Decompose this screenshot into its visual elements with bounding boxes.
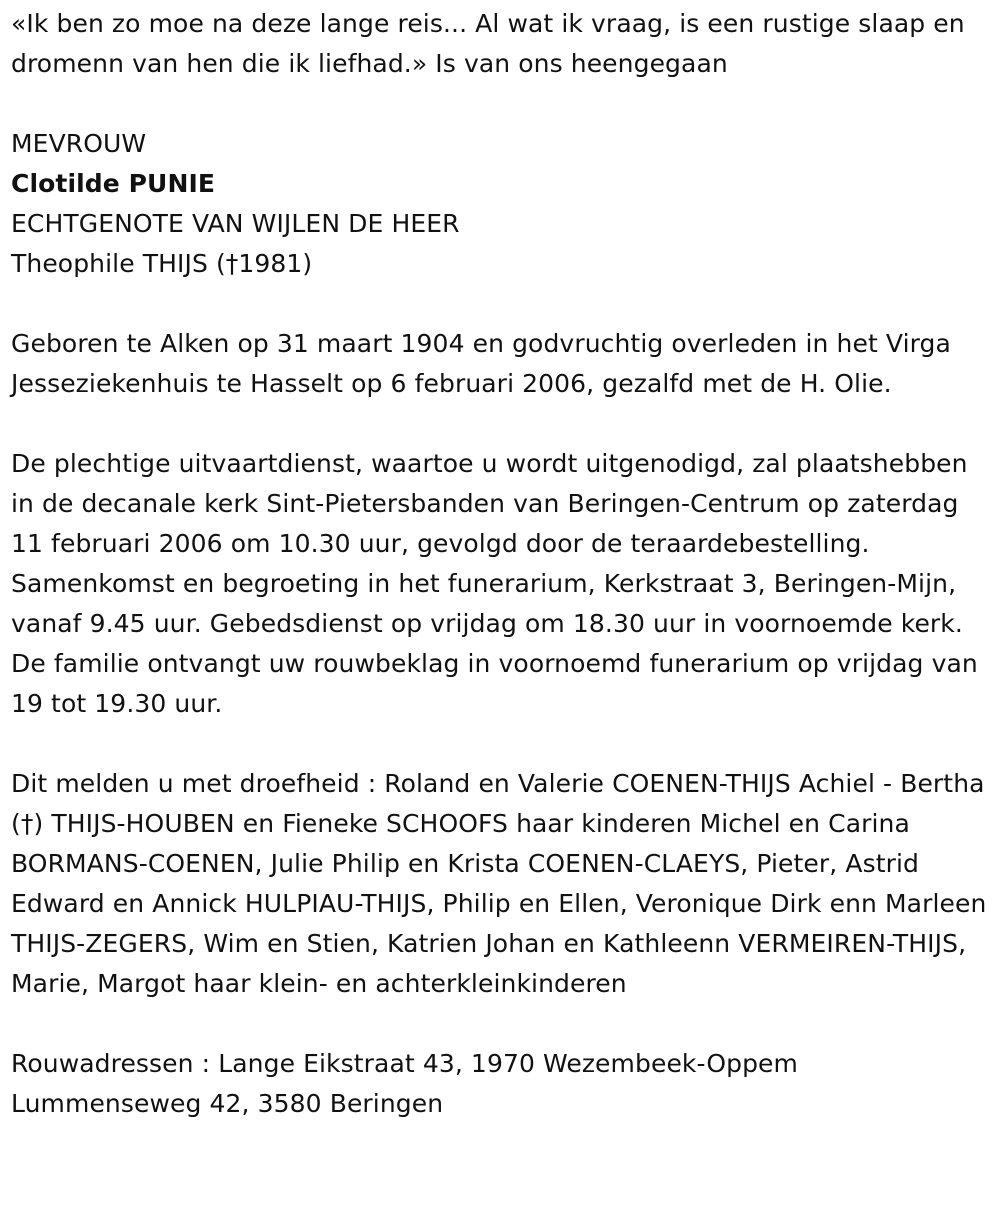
birth-death-paragraph: Geboren te Alken op 31 maart 1904 en godvruchtig overleden in het Virga Jesseziekenhuis te Hasselt op 6 februari 2006, gezalfd met de H. Olie. [11, 329, 951, 398]
deceased-name: Clotilde PUNIE [11, 169, 216, 198]
family-paragraph: Dit melden u met droefheid : Roland en Valerie COENEN-THIJS Achiel - Bertha (†) THIJS-HOUBEN en Fieneke SCHOOFS haar kinderen Michel en Carina BORMANS-COENEN, Julie Philip en Krista COENEN-CLAEYS, Pieter, Astrid Edward en Annick HULPIAU-THIJS, Philip en Ellen, Veronique Dirk enn Marleen THIJS-ZEGERS, Wim en Stien, Katrien Johan en Kathleenn VERMEIREN-THIJS, Marie, Margot haar klein- en achterkleinkinderen [11, 769, 987, 998]
spacer [11, 404, 988, 444]
spacer [11, 1004, 988, 1044]
opening-quote: «Ik ben zo moe na deze lange reis... Al wat ik vraag, is een rustige slaap en dromenn van hen die ik liefhad.» Is van ons heengegaan [11, 9, 965, 78]
address-line-1: Rouwadressen : Lange Eikstraat 43, 1970 Wezembeek-Oppem [11, 1049, 798, 1078]
spacer [11, 724, 988, 764]
title-label: MEVROUW [11, 129, 147, 158]
address-line-2: Lummenseweg 42, 3580 Beringen [11, 1089, 444, 1118]
spacer [11, 284, 988, 324]
spouse-name: Theophile THIJS (†1981) [11, 249, 313, 278]
ceremony-paragraph: De plechtige uitvaartdienst, waartoe u wordt uitgenodigd, zal plaatshebben in de decanale kerk Sint-Pietersbanden van Beringen-Centrum op zaterdag 11 februari 2006 om 10.30 uur, gevolgd door de teraardebestelling. Samenkomst en begroeting in het funerarium, Kerkstraat 3, Beringen-Mijn, vanaf 9.45 uur. Gebedsdienst op vrijdag om 18.30 uur in voornoemde kerk. De familie ontvangt uw rouwbeklag in voornoemd funerarium op vrijdag van 19 tot 19.30 uur. [11, 449, 978, 718]
spouse-intro: ECHTGENOTE VAN WIJLEN DE HEER [11, 209, 460, 238]
spacer [11, 84, 988, 124]
